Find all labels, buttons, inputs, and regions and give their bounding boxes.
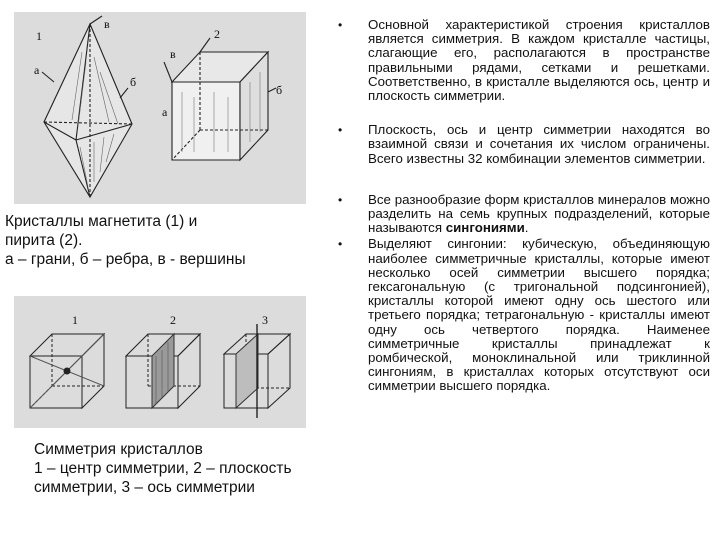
octahedron-shape bbox=[42, 16, 132, 197]
bullet-syngonies bbox=[330, 193, 710, 236]
cube-face-label: а bbox=[162, 105, 168, 119]
face-label: а bbox=[34, 63, 40, 77]
top-figure-caption bbox=[5, 212, 310, 269]
plane-symmetry-number: 2 bbox=[170, 313, 176, 327]
caption-line: пирита (2). bbox=[5, 232, 83, 249]
bullet-period: . bbox=[524, 220, 529, 236]
bullet-text: Плоскость, ось и центр симметрии находятся во взаимной связи и сочетания их числом ограничены. Всего известны 32 комбинации элементов симметрии. bbox=[368, 122, 710, 166]
symmetry-drawing bbox=[14, 296, 306, 428]
bullet-marker: • bbox=[338, 237, 343, 252]
bottom-figure-caption bbox=[34, 440, 334, 497]
bullet-marker: • bbox=[338, 192, 343, 207]
bullet-marker: • bbox=[338, 123, 343, 138]
center-symmetry-number: 1 bbox=[72, 313, 78, 327]
caption-line: симметрии, 3 – ось симметрии bbox=[34, 479, 255, 496]
caption-line: 1 – центр симметрии, 2 – плоскость bbox=[34, 460, 292, 477]
crystal-forms-drawing bbox=[14, 12, 306, 204]
edge-label: б bbox=[130, 75, 137, 89]
plane-of-symmetry-shape bbox=[126, 334, 200, 408]
axis-symmetry-number: 3 bbox=[262, 313, 268, 327]
symmetry-figure bbox=[14, 296, 306, 428]
bullet-syngony-types bbox=[330, 237, 710, 393]
caption-line: а – грани, б – ребра, в - вершины bbox=[5, 251, 246, 268]
axis-of-symmetry-shape bbox=[224, 324, 290, 418]
caption-line: Кристаллы магнетита (1) и bbox=[5, 213, 198, 230]
bullet-combinations bbox=[330, 123, 710, 166]
bullet-bold-term: сингониями bbox=[445, 220, 525, 236]
bullet-symmetry bbox=[330, 18, 710, 103]
cube-edge-label: б bbox=[276, 83, 283, 97]
bullet-text: Выделяют сингонии: кубическую, объединяющую наиболее симметричные кристаллы, которые имеют несколько осей симметрии высшего порядка; гексагональную (с тригональной подсингонией), кристаллы которой имеют одну ось шестого или третьего порядка; тетрагональную - кристаллы имеют одну ось четвертого порядка. Наименее симметричные кристаллы принадлежат к ромбической, моноклинальной или триклинной сингониям, в кристаллах которых отсутствуют оси симметрии высшего порядка. bbox=[368, 236, 710, 394]
center-of-symmetry-shape bbox=[30, 334, 104, 408]
caption-line: Симметрия кристаллов bbox=[34, 441, 203, 458]
octahedron-number: 1 bbox=[36, 29, 42, 43]
cube-vertex-label: в bbox=[170, 47, 176, 61]
vertex-label: в bbox=[104, 17, 110, 31]
bullet-list bbox=[330, 18, 710, 394]
cube-shape bbox=[164, 38, 276, 160]
cube-number: 2 bbox=[214, 27, 220, 41]
bullet-text: Все разнообразие форм кристаллов минералов можно разделить на семь крупных подразделений, которые называются bbox=[368, 191, 710, 236]
bullet-marker: • bbox=[338, 18, 343, 32]
bullet-text: Основной характеристикой строения кристаллов является симметрия. В каждом кристалле частицы, слагающие его, располагаются в пространстве правильными рядами, сетками и решетками. Соответственно, в кристалле выделяются ось, центр и плоскость симметрии. bbox=[368, 17, 710, 104]
crystal-forms-figure bbox=[14, 12, 306, 204]
